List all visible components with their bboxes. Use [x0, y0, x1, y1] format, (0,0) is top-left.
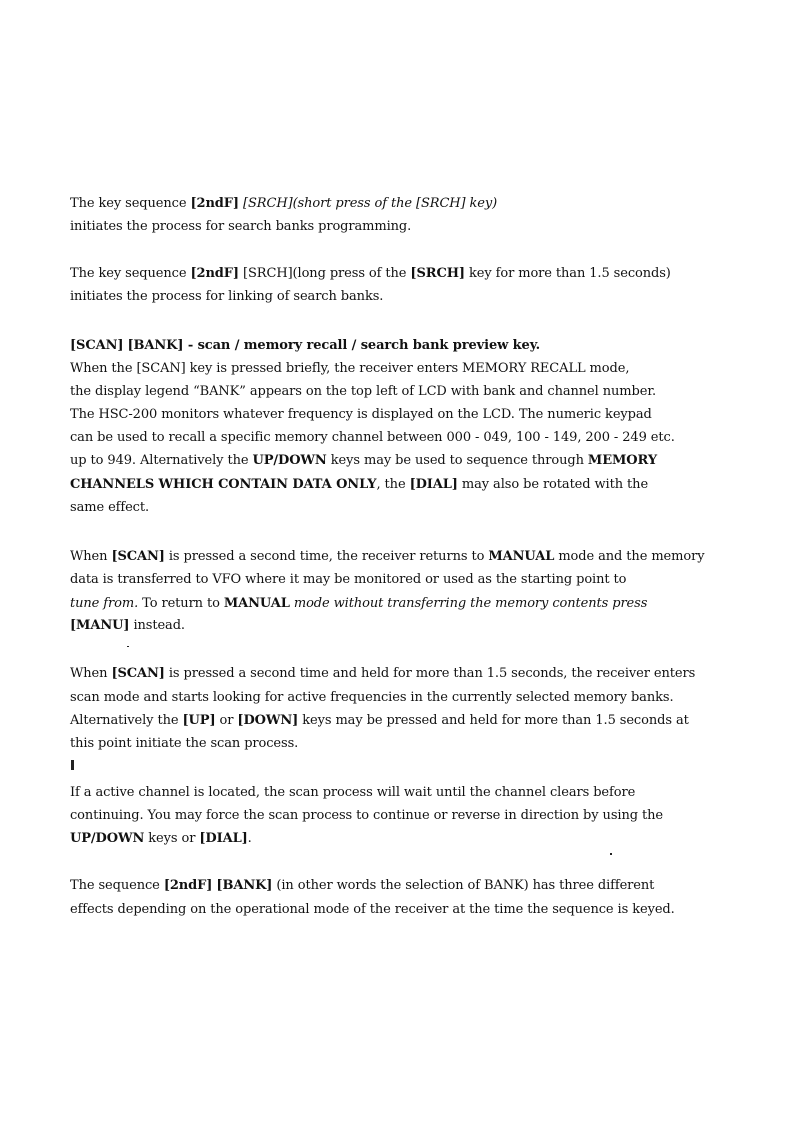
- text-run: [SRCH]: [243, 196, 293, 211]
- text-run: [SRCH](long press of the: [238, 266, 411, 281]
- scan-speck: [71, 760, 74, 770]
- key-label: [MANU]: [70, 618, 130, 633]
- text-line: [70, 878, 654, 894]
- text-line: [70, 361, 629, 377]
- text-run: tune from.: [70, 596, 139, 611]
- key-label: [2ndF]: [190, 266, 239, 281]
- text-line: [70, 785, 635, 801]
- text-line: [70, 196, 497, 212]
- text-run: Alternatively the: [70, 713, 183, 728]
- text-run: mode and the memory: [554, 549, 705, 564]
- scan-speck: [610, 853, 612, 855]
- text-run: is pressed a second time and held for more than 1.5 seconds, the receiver enters: [164, 666, 696, 681]
- key-label: [DOWN]: [237, 713, 299, 728]
- text-line: [70, 831, 252, 847]
- text-run: key for more than 1.5 seconds): [464, 266, 671, 281]
- text-line: [70, 902, 675, 918]
- text-run: To return to: [138, 596, 224, 611]
- text-line: [70, 384, 656, 400]
- key-label: [UP]: [182, 713, 216, 728]
- key-label: [SRCH]: [410, 266, 465, 281]
- text-line: [70, 477, 648, 493]
- text-run: The sequence: [70, 878, 164, 893]
- text-run: this point initiate the scan process.: [70, 736, 299, 751]
- text-line: [70, 618, 185, 634]
- key-label: CHANNELS WHICH CONTAIN DATA ONLY: [70, 477, 377, 492]
- text-run: The key sequence: [70, 196, 191, 211]
- text-run: can be used to recall a specific memory channel between 000 - 049, 100 - 149, 200 - 249 etc.: [70, 430, 675, 445]
- text-run: data is transferred to VFO where it may be monitored or used as the starting point to: [70, 572, 627, 587]
- text-line: [70, 453, 657, 469]
- text-line: [70, 500, 149, 516]
- key-label: UP/DOWN: [70, 831, 145, 846]
- text-run: If a active channel is located, the scan process will wait until the channel clears before: [70, 785, 636, 800]
- text-line: [70, 572, 626, 588]
- text-run: The HSC-200 monitors whatever frequency is displayed on the LCD. The numeric keypad: [70, 407, 652, 422]
- text-line: [70, 596, 647, 612]
- text-line: [70, 808, 663, 824]
- scan-speck: [127, 646, 129, 647]
- text-run: up to 949. Alternatively the: [70, 453, 253, 468]
- text-run: .: [247, 831, 252, 846]
- key-label: MEMORY: [587, 453, 658, 468]
- text-line: [70, 666, 695, 682]
- text-run: The key sequence: [70, 266, 191, 281]
- key-label: [BANK]: [216, 878, 273, 893]
- text-run: mode without transferring the memory contents press: [289, 596, 648, 611]
- text-run: same effect.: [70, 500, 150, 515]
- text-line: [70, 266, 671, 282]
- key-label: [2ndF]: [190, 196, 239, 211]
- key-label: - scan / memory recall / search bank preview key.: [183, 338, 541, 353]
- key-label: UP/DOWN: [252, 453, 327, 468]
- text-run: When the [SCAN] key is pressed briefly, the receiver enters MEMORY RECALL mode,: [70, 361, 630, 376]
- key-label: [SCAN]: [111, 666, 165, 681]
- key-label: [2ndF]: [163, 878, 213, 893]
- text-run: initiates the process for linking of search banks.: [70, 289, 384, 304]
- text-run: (short press of the [SRCH] key): [292, 196, 498, 211]
- text-run: keys may be used to sequence through: [326, 453, 588, 468]
- text-run: instead.: [129, 618, 185, 633]
- text-run: (in other words the selection of BANK) has three different: [272, 878, 655, 893]
- text-line: [70, 690, 673, 706]
- text-run: may also be rotated with the: [457, 477, 649, 492]
- text-line: [70, 713, 689, 729]
- key-label: [BANK]: [127, 338, 184, 353]
- text-run: scan mode and starts looking for active frequencies in the currently selected memory banks.: [70, 690, 674, 705]
- key-label: [DIAL]: [409, 477, 458, 492]
- text-run: is pressed a second time, the receiver returns to: [164, 549, 489, 564]
- text-run: effects depending on the operational mode of the receiver at the time the sequence is keyed.: [70, 902, 675, 917]
- text-line: [70, 430, 675, 446]
- text-run: keys may be pressed and held for more than 1.5 seconds at: [298, 713, 689, 728]
- text-line: [70, 289, 383, 305]
- text-run: or: [215, 713, 238, 728]
- text-run: When: [70, 666, 112, 681]
- key-label: [DIAL]: [199, 831, 248, 846]
- text-run: , the: [376, 477, 410, 492]
- text-run: When: [70, 549, 112, 564]
- key-label: [SCAN]: [111, 549, 165, 564]
- text-run: the display legend “BANK” appears on the top left of LCD with bank and channel number.: [70, 384, 657, 399]
- text-line: [70, 736, 298, 752]
- text-line: [70, 407, 652, 423]
- key-label: MANUAL: [223, 596, 290, 611]
- key-label: [SCAN]: [70, 338, 124, 353]
- text-run: continuing. You may force the scan process to continue or reverse in direction by using the: [70, 808, 663, 823]
- text-line: [70, 219, 411, 235]
- text-line: [70, 338, 540, 354]
- text-run: initiates the process for search banks programming.: [70, 219, 412, 234]
- text-run: keys or: [144, 831, 200, 846]
- text-line: [70, 549, 704, 565]
- key-label: MANUAL: [488, 549, 555, 564]
